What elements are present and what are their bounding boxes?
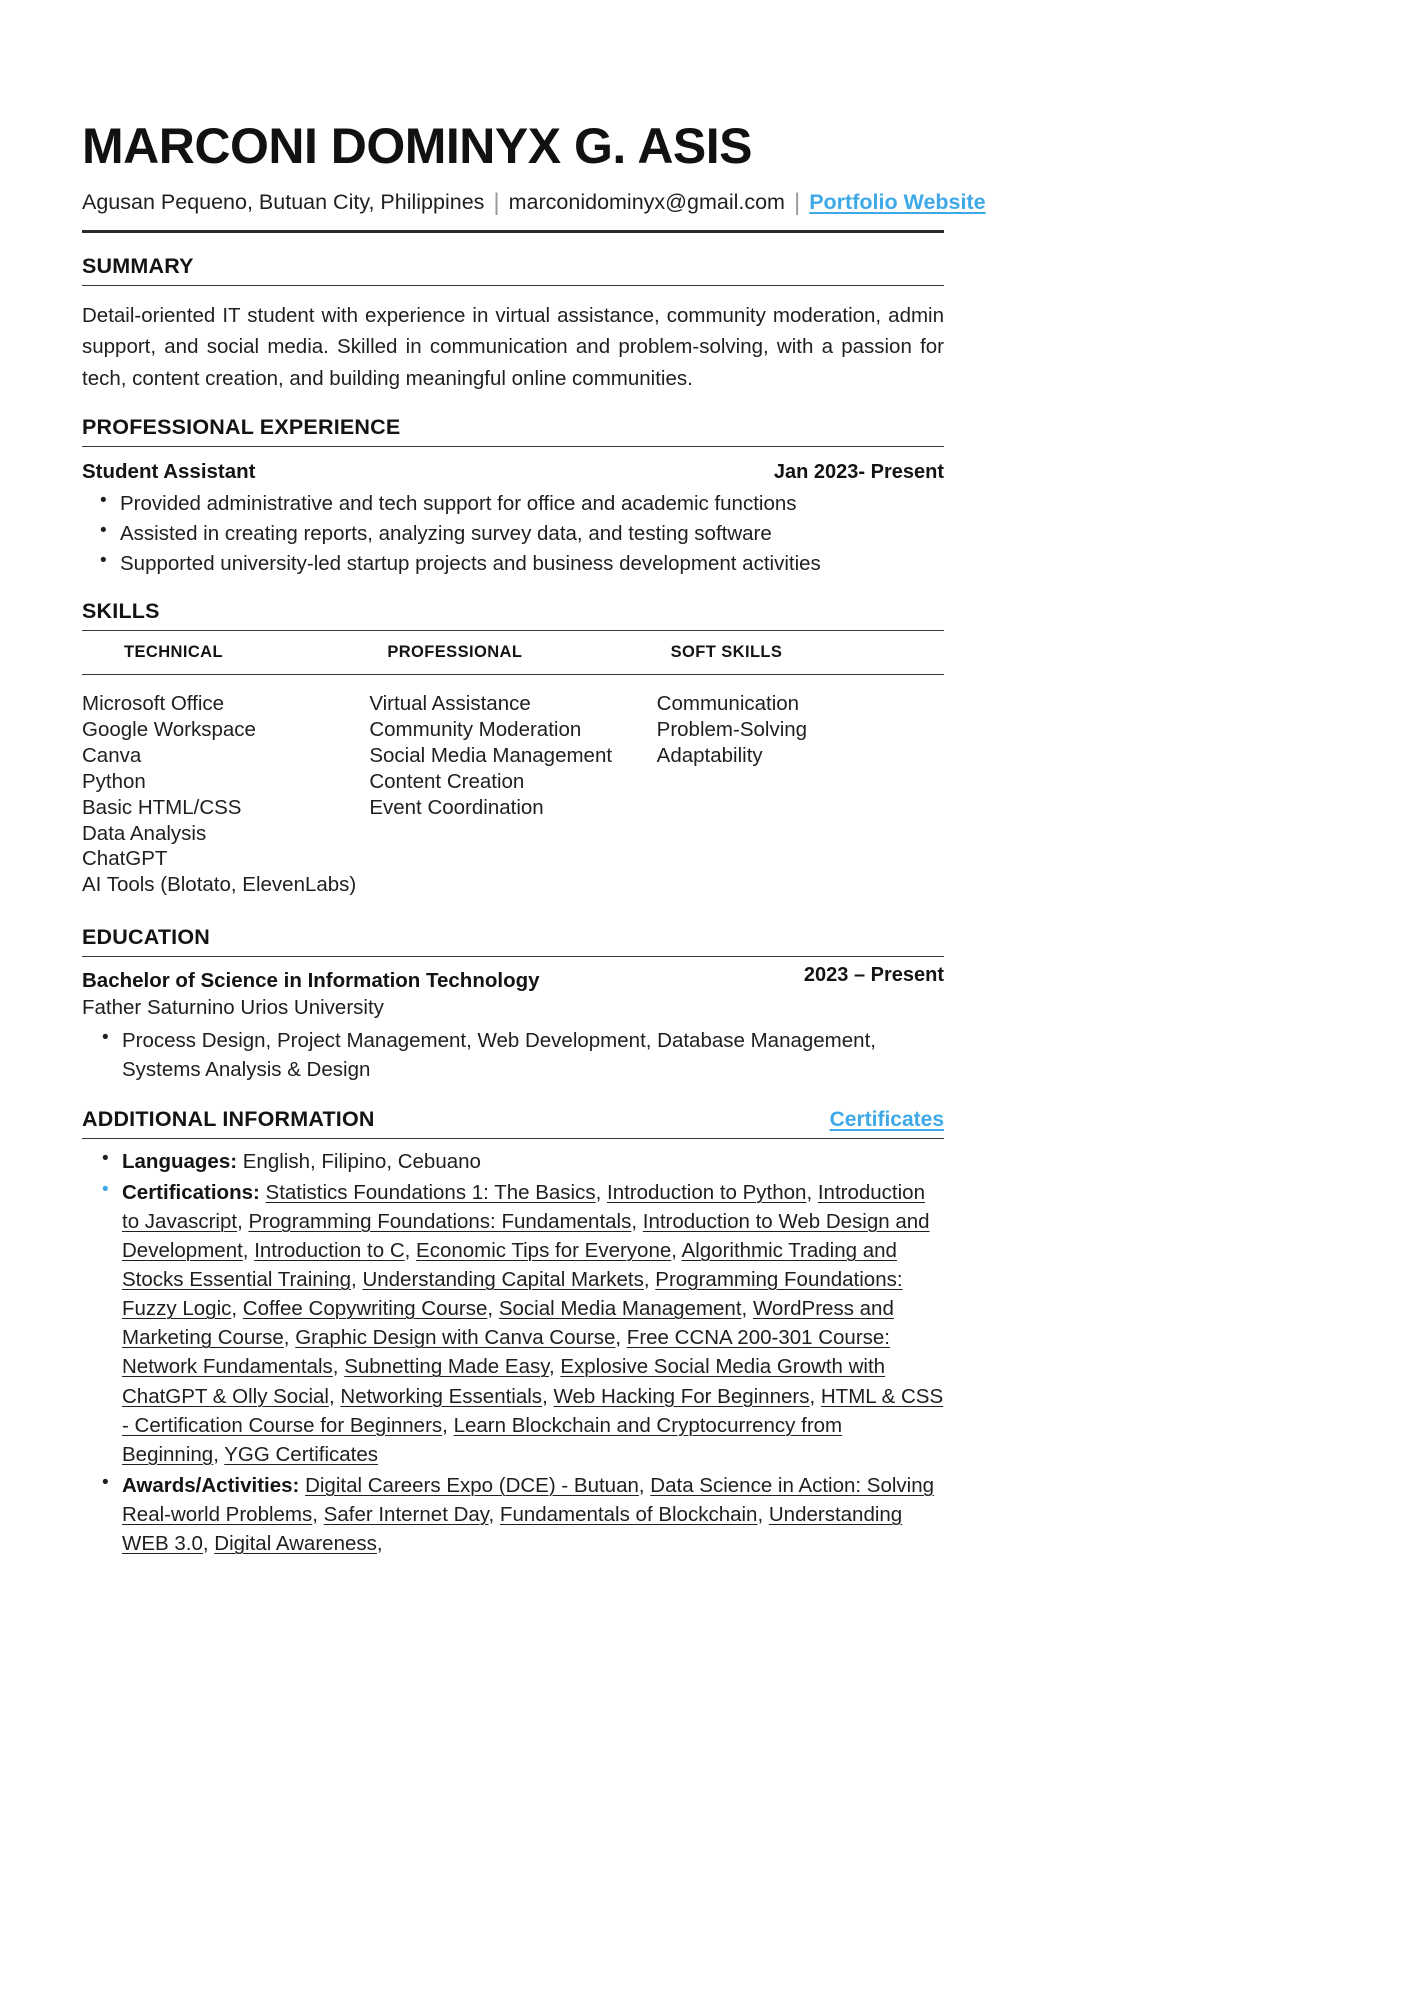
education-degree: Bachelor of Science in Information Technology	[82, 968, 540, 992]
contact-separator-2: |	[793, 188, 801, 216]
section-experience	[82, 414, 944, 578]
languages-value: English, Filipino, Cebuano	[242, 1149, 481, 1173]
experience-role: Student Assistant	[82, 460, 256, 484]
list-item: • Provided administrative and tech support for office and academic functions	[120, 489, 944, 518]
list-item: Community Moderation	[369, 718, 582, 742]
education-entry-row	[82, 963, 944, 1022]
link-item[interactable]: Safer Internet Day	[323, 1502, 489, 1526]
link-item[interactable]: Understanding Capital Markets	[362, 1268, 644, 1292]
link-item[interactable]: Subnetting Made Easy	[344, 1355, 549, 1379]
skills-column-technical	[82, 691, 369, 898]
education-date: 2023 – Present	[803, 963, 944, 986]
skills-heading-row	[82, 598, 944, 625]
skills-divider	[82, 630, 944, 631]
link-item[interactable]: Introduction to C	[254, 1238, 405, 1262]
link-item[interactable]: Introduction to Python	[607, 1180, 807, 1204]
link-item[interactable]: Introduction to Web Design and Development	[122, 1209, 930, 1262]
education-heading-row	[82, 924, 944, 951]
list-item: • Assisted in creating reports, analyzing survey data, and testing software	[120, 519, 944, 548]
skills-column-soft	[657, 691, 944, 898]
experience-divider	[82, 446, 944, 447]
education-bullet-list	[82, 1026, 944, 1084]
link-item[interactable]: WordPress and Marketing Course	[122, 1297, 894, 1350]
experience-bullet-list	[82, 489, 944, 578]
section-additional-information	[82, 1106, 944, 1558]
list-item: Content Creation	[369, 769, 525, 793]
link-item[interactable]: Free CCNA 200-301 Course: Network Fundamentals	[122, 1326, 891, 1379]
skills-column-header-soft: SOFT SKILLS	[670, 643, 783, 662]
list-item-awards	[122, 1471, 944, 1558]
link-item[interactable]: Programming Foundations: Fuzzy Logic	[122, 1268, 903, 1321]
skills-table-header	[82, 643, 944, 669]
skills-column-header-professional: PROFESSIONAL	[387, 643, 523, 662]
experience-entry	[82, 460, 944, 578]
contact-line	[82, 188, 986, 217]
awards-items: Digital Careers Expo (DCE) - Butuan, Data Science in Action: Solving Real-world Problems, Safer Internet Day, Fundamentals of Blockchain, Understanding WEB 3.0, Digital Awareness,	[122, 1473, 935, 1556]
link-item[interactable]: YGG Certificates	[224, 1442, 379, 1466]
section-skills	[82, 598, 944, 898]
list-item: Communication	[656, 692, 800, 716]
link-item[interactable]: Understanding WEB 3.0	[122, 1502, 903, 1556]
list-item: Google Workspace	[82, 718, 256, 742]
portfolio-website-link[interactable]: Portfolio Website	[809, 189, 986, 214]
education-divider	[82, 956, 944, 957]
link-item[interactable]: Introduction to Javascript	[122, 1180, 925, 1233]
list-item-languages	[122, 1147, 944, 1176]
list-item: Event Coordination	[369, 795, 544, 819]
list-item: ChatGPT	[82, 847, 168, 871]
summary-text: Detail-oriented IT student with experience in virtual assistance, community moderation, admin support, and social media. Skilled in communication and problem-solving, with a passion for tech, content creation, and building meaningful online communities.	[82, 304, 944, 390]
education-heading: EDUCATION	[82, 924, 211, 949]
link-item[interactable]: Data Science in Action: Solving Real-world Problems	[122, 1473, 935, 1526]
section-summary	[82, 253, 944, 393]
link-item[interactable]: Web Hacking For Beginners	[553, 1384, 810, 1408]
list-item: Social Media Management	[369, 744, 613, 768]
resume-header	[82, 118, 986, 233]
awards-label: Awards/Activities:	[122, 1473, 300, 1497]
experience-date: Jan 2023- Present	[773, 461, 944, 484]
list-item-certifications	[122, 1178, 944, 1469]
link-item[interactable]: HTML & CSS - Certification Course for Beginners	[122, 1384, 944, 1437]
link-item[interactable]: Digital Awareness	[214, 1532, 377, 1556]
education-entry	[82, 963, 944, 1084]
experience-heading: PROFESSIONAL EXPERIENCE	[82, 415, 401, 440]
certificates-link[interactable]: Certificates	[829, 1107, 944, 1131]
link-item[interactable]: Learn Blockchain and Cryptocurrency from Beginning	[122, 1413, 843, 1466]
link-item[interactable]: Programming Foundations: Fundamentals	[248, 1209, 632, 1233]
list-item: Problem-Solving	[656, 718, 808, 742]
additional-heading: ADDITIONAL INFORMATION	[82, 1106, 375, 1131]
summary-heading: SUMMARY	[82, 254, 194, 279]
skills-heading: SKILLS	[82, 599, 160, 624]
link-item[interactable]: Coffee Copywriting Course	[242, 1297, 488, 1321]
page-title: MARCONI DOMINYX G. ASIS	[82, 118, 753, 174]
summary-heading-row	[82, 253, 944, 280]
list-item: Adaptability	[656, 744, 763, 768]
education-left	[82, 969, 540, 1022]
list-item: Canva	[82, 744, 142, 768]
certifications-items: Statistics Foundations 1: The Basics, Introduction to Python, Introduction to Javascript, Programming Foundations: Fundamentals, Introduction to Web Design and Development, Introduction to C, Economic Tips for Everyone, Algorithmic Trading and Stocks Essential Training, Understanding Capital Markets, Programming Foundations: Fuzzy Logic, Coffee Copywriting Course, Social Media Management, WordPress and Marketing Course, Graphic Design with Canva Course, Free CCNA 200-301 Course: Network Fundamentals, Subnetting Made Easy, Explosive Social Media Growth with ChatGPT & Olly Social, Networking Essentials, Web Hacking For Beginners, HTML & CSS - Certification Course for Beginners, Learn Blockchain and Cryptocurrency from Beginning, YGG Certificates	[122, 1180, 944, 1466]
link-item[interactable]: Economic Tips for Everyone	[416, 1238, 672, 1262]
skills-column-professional	[369, 691, 656, 898]
link-item[interactable]: Fundamentals of Blockchain	[499, 1502, 758, 1526]
experience-heading-row	[82, 414, 944, 441]
contact-separator-1: |	[493, 188, 500, 216]
link-item[interactable]: Digital Careers Expo (DCE) - Butuan	[305, 1473, 639, 1497]
link-item[interactable]: Explosive Social Media Growth with ChatGPT & Olly Social	[122, 1355, 886, 1408]
link-item[interactable]: Algorithmic Trading and Stocks Essential Training	[122, 1238, 897, 1292]
skills-table-body	[82, 675, 944, 898]
list-item: • Supported university-led startup projects and business development activities	[120, 549, 944, 578]
link-item[interactable]: Networking Essentials	[340, 1384, 543, 1408]
list-item: Microsoft Office	[82, 692, 225, 716]
contact-email[interactable]: marconidominyx@gmail.com	[508, 189, 785, 214]
link-item[interactable]: Graphic Design with Canva Course	[295, 1326, 616, 1350]
additional-heading-row	[82, 1106, 944, 1133]
skills-column-header-technical: TECHNICAL	[124, 643, 223, 662]
list-item: AI Tools (Blotato, ElevenLabs)	[82, 873, 357, 897]
list-item: Python	[82, 769, 146, 793]
summary-divider	[82, 285, 944, 286]
education-school: Father Saturnino Urios University	[82, 995, 384, 1019]
header-divider	[82, 230, 944, 233]
certifications-label: Certifications:	[122, 1180, 260, 1204]
list-item: • Process Design, Project Management, Web Development, Database Management, Systems Analysis & Design	[122, 1026, 944, 1084]
list-item: Virtual Assistance	[369, 692, 531, 716]
list-item: Data Analysis	[82, 821, 207, 845]
link-item[interactable]: Statistics Foundations 1: The Basics	[265, 1180, 596, 1204]
experience-entry-row	[82, 460, 944, 484]
link-item[interactable]: Social Media Management	[498, 1297, 742, 1321]
languages-label: Languages:	[122, 1149, 238, 1173]
contact-location: Agusan Pequeno, Butuan City, Philippines	[82, 189, 485, 214]
list-item: Basic HTML/CSS	[82, 795, 242, 819]
additional-divider	[82, 1138, 944, 1139]
section-education	[82, 924, 944, 1084]
skills-table	[82, 643, 944, 898]
additional-list	[82, 1147, 944, 1559]
